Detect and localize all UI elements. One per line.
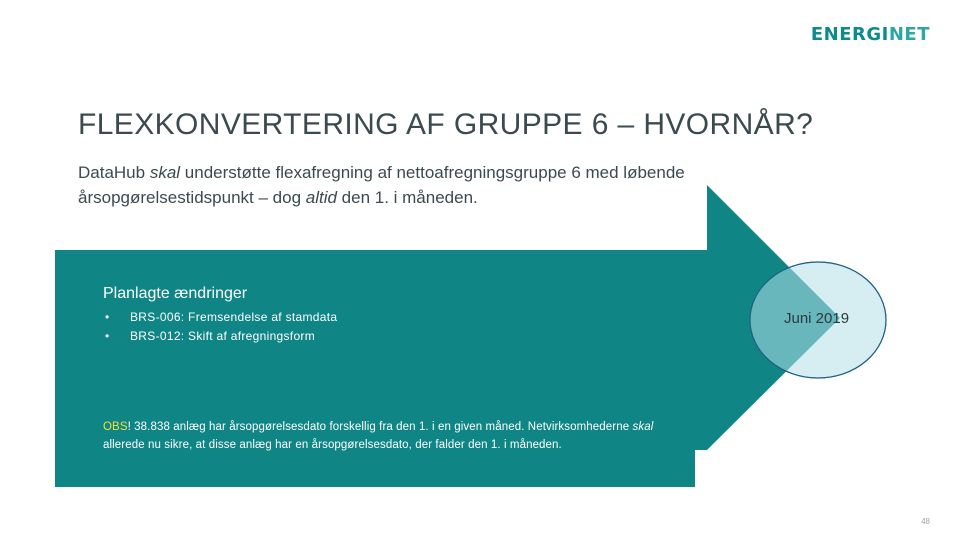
list-item: • BRS-006: Fremsendelse af stamdata — [103, 308, 337, 327]
note-part2: allerede nu sikre, at disse anlæg har en årsopgørelsesdato, der falder den 1. i måneden. — [103, 438, 562, 451]
milestone-label: Juni 2019 — [784, 310, 850, 327]
subtitle-part1: DataHub — [78, 163, 150, 182]
subtitle-part2: understøtte flexafregning af nettoafregningsgruppe 6 med løbende årsopgørelsestidspunkt – dog — [78, 163, 685, 207]
subtitle-part3: den 1. i måneden. — [336, 188, 478, 207]
slide-title: FLEXKONVERTERING AF GRUPPE 6 – HVORNÅR? — [78, 108, 814, 141]
panel-heading: Planlagte ændringer — [103, 285, 248, 302]
obs-note — [103, 419, 663, 454]
list-item: • BRS-012: Skift af afregningsform — [103, 327, 337, 346]
logo-main: ENERGI — [810, 24, 889, 45]
logo-end: NET — [888, 24, 930, 45]
page-number: 48 — [921, 517, 930, 526]
subtitle-emphasis-altid: altid — [305, 188, 337, 207]
note-emphasis-skal: skal — [632, 421, 654, 433]
note-part1: ! 38.838 anlæg har årsopgørelsesdato forskellig fra den 1. i en given måned. Netvirksomhederne — [127, 421, 633, 433]
subtitle-emphasis-skal: skal — [149, 163, 181, 182]
changes-list — [103, 308, 337, 346]
obs-label: OBS — [103, 421, 128, 433]
